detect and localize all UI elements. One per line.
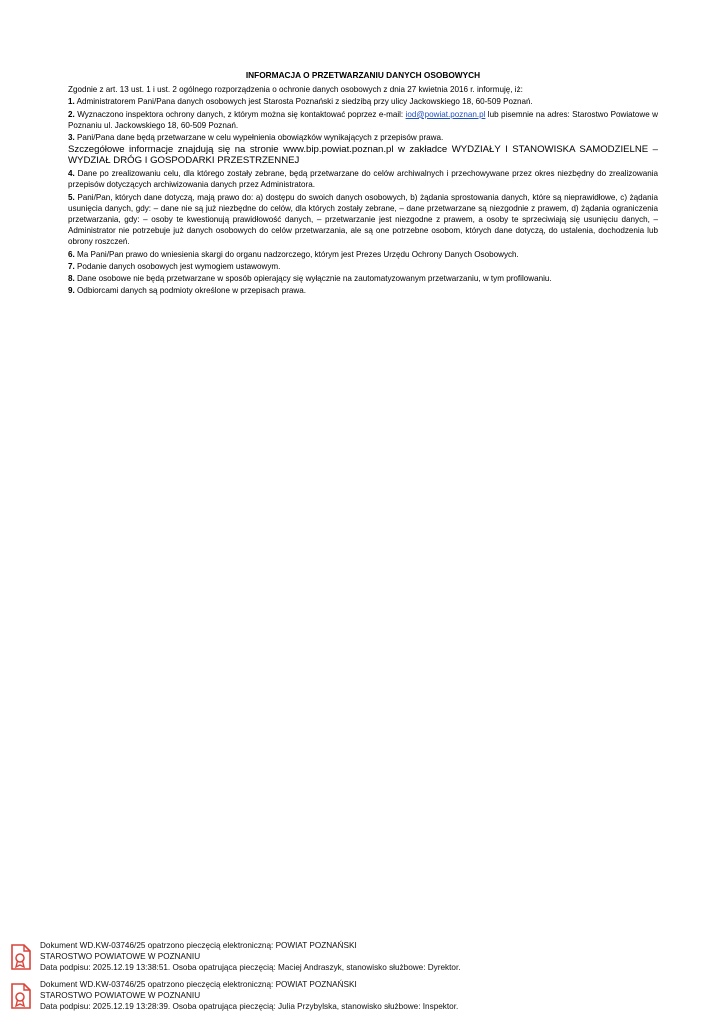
list-item [68, 273, 658, 284]
stamp-line: Dokument WD.KW-03746/25 opatrzono pieczęcią elektroniczną: POWIAT POZNAŃSKI [40, 941, 357, 950]
stamp-line: Data podpisu: 2025.12.19 13:38:51. Osoba opatrująca pieczęcią: Maciej Andraszyk, stanowisko służbowe: Dyrektor. [40, 963, 461, 973]
list-item [68, 132, 658, 143]
stamp-line: STAROSTWO POWIATOWE W POZNANIU [40, 952, 201, 962]
item-text: Pani/Pan, których dane dotyczą, mają prawo do: a) dostępu do swoich danych osobowych, b) żądania sprostowania danych, które są nieprawidłowe, c) żądania usunięcia danych, gdy: – dane nie są już niezbędne do celów, dla których zostały zebrane, – dane przetwarzane są niezgodnie z prawem, d) żądania ograniczenia przetwarzania, gdy: – osoby te kwestionują prawidłowość danych, – przetwarzanie jest niezgodne z prawem, a osoby te sprzeciwiają się usunięciu danych, – Administrator nie potrzebuje już danych osobowych do celów przetwarzania, ale są one potrzebne osobom, których dane dotyczą, do ustalenia, dochodzenia lub obrony roszczeń. [68, 192, 658, 247]
stamp-text [40, 979, 458, 1013]
item-number: 4. [68, 169, 75, 179]
item-text: Ma Pani/Pan prawo do wniesienia skargi do organu nadzorczego, którym jest Prezes Urzędu Ochrony Danych Osobowych. [77, 249, 519, 259]
item-text: Dane po zrealizowaniu celu, dla którego zostały zebrane, będą przetwarzane do celów archiwalnych i przechowywane przez okres niezbędny do zrealizowania przepisów dotyczących archiwizowania danych przez Administratora. [68, 169, 658, 190]
item-text: Podanie danych osobowych jest wymogiem ustawowym. [77, 261, 281, 271]
item-text: Pani/Pana dane będą przetwarzane w celu wypełnienia obowiązków wynikających z przepisów prawa. [77, 133, 444, 143]
certificate-icon [10, 944, 32, 970]
item-number: 8. [68, 274, 75, 284]
item-text: Administratorem Pani/Pana danych osobowych jest Starosta Poznański z siedzibą przy ulicy Jackowskiego 18, 60-509 Poznań. [76, 97, 533, 107]
stamp-text [40, 940, 461, 974]
list-item [68, 249, 658, 260]
certificate-icon [10, 983, 32, 1009]
list-item [68, 285, 658, 296]
list-item [68, 168, 658, 190]
item-number: 9. [68, 286, 75, 296]
item-number: 5. [68, 192, 75, 202]
e-seal-stamp [10, 940, 710, 974]
intro-paragraph: Zgodnie z art. 13 ust. 1 i ust. 2 ogólnego rozporządzenia o ochronie danych osobowych z dnia 27 kwietnia 2016 r. informuję, iż: [68, 85, 523, 95]
item-number: 1. [68, 97, 75, 107]
item-text: Dane osobowe nie będą przetwarzane w sposób opierający się wyłącznie na zautomatyzowanym przetwarzaniu, w tym profilowaniu. [77, 274, 552, 284]
stamp-line: Data podpisu: 2025.12.19 13:28:39. Osoba opatrująca pieczęcią: Julia Przybylska, stanowisko służbowe: Inspektor. [40, 1002, 459, 1012]
item-number: 6. [68, 249, 75, 259]
details-note: Szczegółowe informacje znajdują się na stronie www.bip.powiat.poznan.pl w zakładce WYDZIAŁY I STANOWISKA SAMODZIELNE – WYDZIAŁ DRÓG I GOSPODARKI PRZESTRZENNEJ [68, 144, 658, 167]
document-title: INFORMACJA O PRZETWARZANIU DANYCH OSOBOWYCH [245, 70, 481, 80]
stamp-line: STAROSTWO POWIATOWE W POZNANIU [40, 991, 201, 1001]
document-body [68, 70, 658, 297]
list-item [68, 192, 658, 248]
list-item [68, 261, 658, 272]
item-text: Odbiorcami danych są podmioty określone w przepisach prawa. [77, 286, 306, 296]
item-text: lub pisemnie na adres: Starostwo Powiatowe w Poznaniu ul. Jackowskiego 18, 60-509 Poznań. [68, 109, 658, 130]
stamp-line: Dokument WD.KW-03746/25 opatrzono pieczęcią elektroniczną: POWIAT POZNAŃSKI [40, 980, 357, 989]
list-item [68, 109, 658, 131]
e-seal-stamp [10, 979, 710, 1013]
list-item [68, 96, 658, 107]
email-link[interactable]: iod@powiat.poznan.pl [405, 109, 486, 119]
item-number: 2. [68, 109, 75, 119]
item-number: 3. [68, 133, 75, 143]
item-text: Wyznaczono inspektora ochrony danych, z którym można się kontaktować poprzez e-mail: [77, 109, 406, 119]
item-number: 7. [68, 261, 75, 271]
